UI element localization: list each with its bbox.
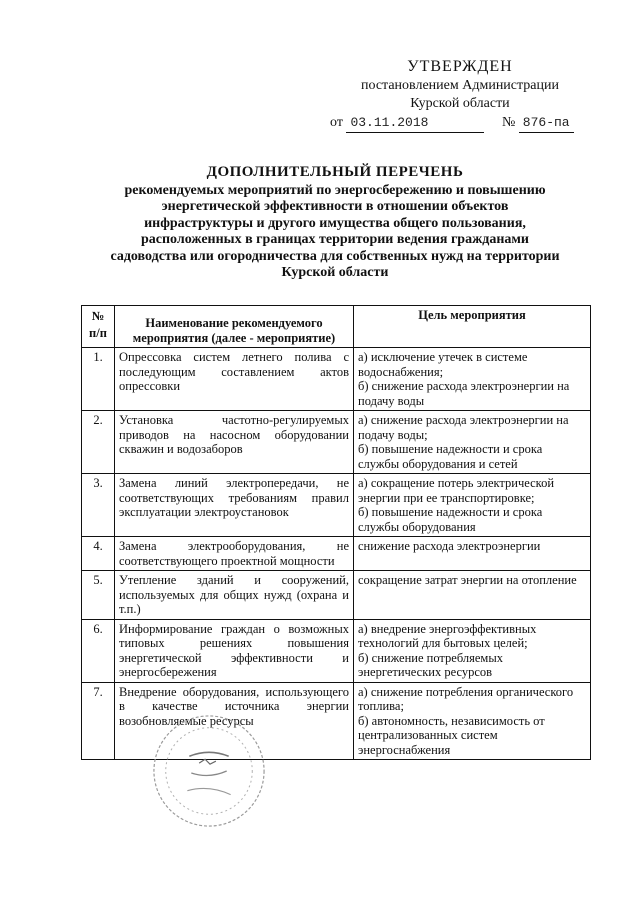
table-row <box>82 537 591 571</box>
header-number-abbr: п/п <box>89 326 107 340</box>
goal-item: а) снижение расхода электроэнергии на подачу воды; <box>358 413 569 442</box>
row-number: 7. <box>82 682 115 760</box>
row-number: 6. <box>82 619 115 682</box>
row-activity: Замена электрооборудования, не соответствующего проектной мощности <box>115 537 354 571</box>
goal-item: а) внедрение энергоэффективных технологий для бытовых целей; <box>358 621 537 650</box>
header-number-symbol: № <box>91 309 105 323</box>
row-number: 4. <box>82 537 115 571</box>
goal-item: сокращение затрат энергии на отопление <box>358 573 577 587</box>
row-goal <box>354 619 591 682</box>
table-header-row <box>82 306 591 348</box>
row-number: 5. <box>82 571 115 620</box>
row-goal <box>354 348 591 411</box>
heading-line: Курской области <box>281 265 389 280</box>
measures-table <box>81 305 591 760</box>
row-goal <box>354 411 591 474</box>
row-activity: Замена линий электропередачи, не соответствующих требованиям правил эксплуатации электроустановок <box>115 474 354 537</box>
goal-item: б) повышение надежности и срока службы оборудования и сетей <box>358 442 543 471</box>
heading-line: инфраструктуры и другого имущества общего пользования, <box>144 215 526 231</box>
table-row <box>82 348 591 411</box>
document-heading <box>80 164 590 282</box>
number-label: № <box>501 115 516 130</box>
table-row <box>82 411 591 474</box>
official-stamp-icon <box>150 712 268 830</box>
header-number <box>82 306 115 348</box>
row-goal <box>354 474 591 537</box>
goal-item: б) снижение расхода электроэнергии на подачу воды <box>358 379 570 408</box>
row-activity: Утепление зданий и сооружений, используемых для общих нужд (охрана и т.п.) <box>115 571 354 620</box>
goal-item: б) снижение потребляемых энергетических ресурсов <box>358 650 503 679</box>
heading-line: расположенных в границах территории ведения гражданами <box>140 232 529 247</box>
heading-line: рекомендуемых мероприятий по энергосбережению и повышению <box>124 182 546 198</box>
row-number: 2. <box>82 411 115 474</box>
row-goal <box>354 682 591 760</box>
approval-title: УТВЕРЖДЕН <box>407 58 513 75</box>
approval-region: Курской области <box>410 96 510 111</box>
header-goal: Цель мероприятия <box>354 306 591 348</box>
row-goal <box>354 537 591 571</box>
goal-item: снижение расхода электроэнергии <box>358 539 541 553</box>
goal-item: а) сокращение потерь электрической энергии при ее транспортировке; <box>358 476 555 505</box>
row-activity: Информирование граждан о возможных типовых решениях повышения энергетической эффективности и энергосбережения <box>115 619 354 682</box>
document-title: ДОПОЛНИТЕЛЬНЫЙ ПЕРЕЧЕНЬ <box>206 164 464 180</box>
table-row <box>82 619 591 682</box>
row-activity: Опрессовка систем летнего полива с последующим составлением актов опрессовки <box>115 348 354 411</box>
heading-line: садоводства или огородничества для собственных нужд на территории <box>110 248 560 264</box>
goal-item: а) снижение потребления органического топлива; <box>358 684 574 713</box>
row-activity: Установка частотно-регулируемых приводов на насосном оборудовании скважин и водозаборов <box>115 411 354 474</box>
table-row <box>82 571 591 620</box>
heading-line: энергетической эффективности в отношении объектов <box>161 199 509 214</box>
row-goal <box>354 571 591 620</box>
from-label: от <box>330 115 343 130</box>
approval-number: 876-па <box>519 114 574 133</box>
row-number: 1. <box>82 348 115 411</box>
row-activity: Внедрение оборудования, использующего в качестве источника энергии возобновляемые ресурсы <box>115 682 354 760</box>
goal-item: а) исключение утечек в системе водоснабжения; <box>358 350 528 379</box>
table-row <box>82 474 591 537</box>
goal-item: б) повышение надежности и срока службы оборудования <box>358 505 543 534</box>
row-number: 3. <box>82 474 115 537</box>
approval-date: 03.11.2018 <box>346 114 484 133</box>
goal-item: б) автономность, независимость от централизованных систем энергоснабжения <box>358 713 545 757</box>
approval-issuer: постановлением Администрации <box>361 78 559 93</box>
approval-block <box>330 58 590 133</box>
approval-date-line <box>330 114 590 133</box>
header-activity: Наименование рекомендуемого мероприятия (далее - мероприятие) <box>115 306 354 348</box>
